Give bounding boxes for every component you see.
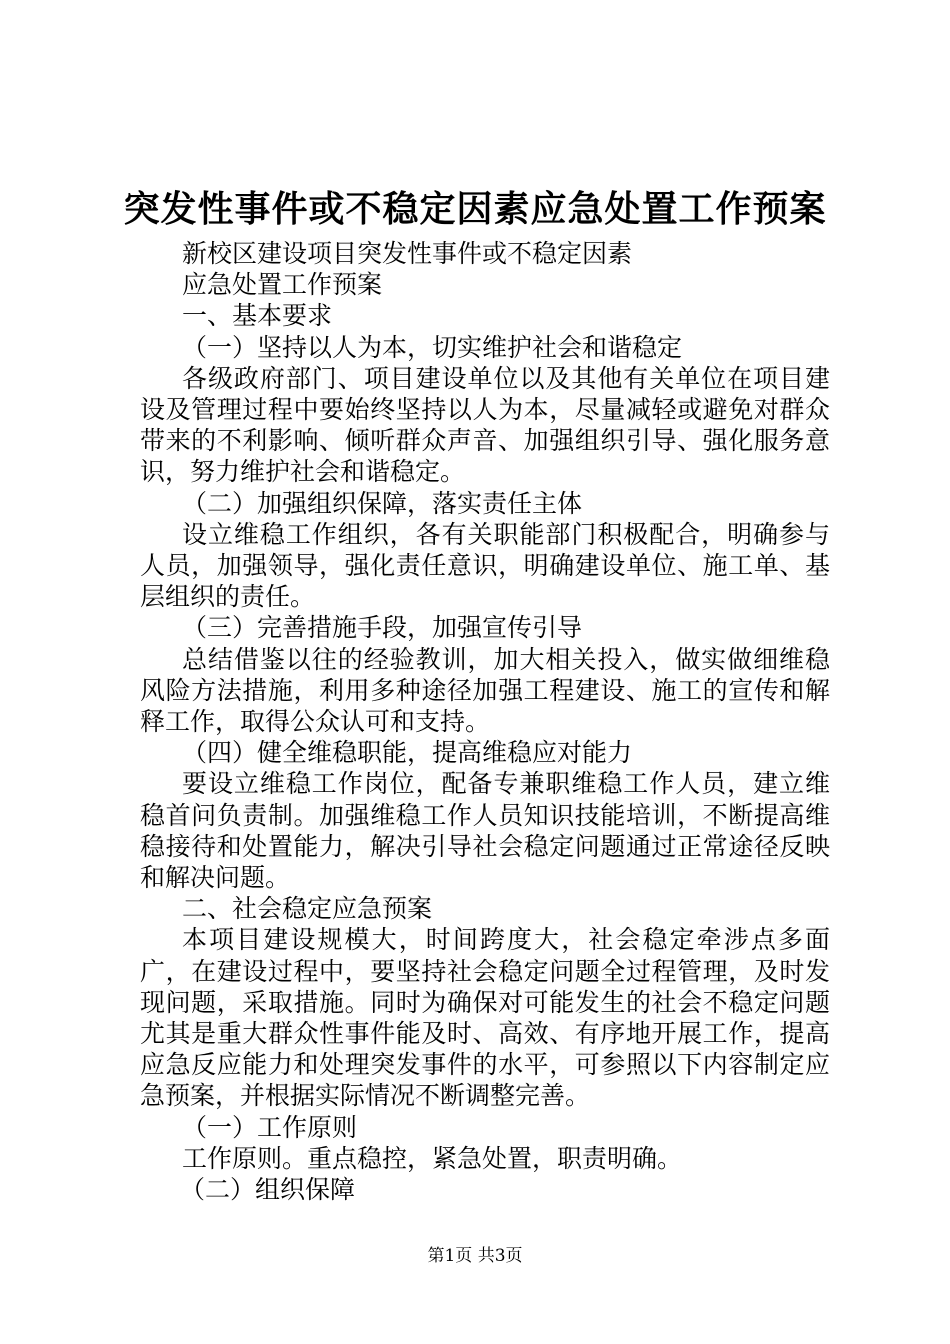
body-heading-line: 应急处置工作预案 bbox=[182, 270, 383, 300]
body-heading-line: （一）工作原则 bbox=[182, 1112, 358, 1142]
body-paragraph: 各级政府部门、项目建设单位以及其他有关单位在项目建设及管理过程中要始终坚持以人为本，尽量减轻或避免对群众带来的不利影响、倾听群众声音、加强组织引导、强化服务意识，努力维护社会和谐稳定。 bbox=[140, 363, 830, 487]
body-heading-line: 工作原则。重点稳控，紧急处置，职责明确。 bbox=[182, 1143, 683, 1173]
document-body bbox=[140, 238, 830, 1205]
body-paragraph: 总结借鉴以往的经验教训，加大相关投入，做实做细维稳风险方法措施，利用多种途径加强工程建设、施工的宣传和解释工作，取得公众认可和支持。 bbox=[140, 644, 830, 737]
body-heading-line: （一）坚持以人为本，切实维护社会和谐稳定 bbox=[182, 332, 683, 362]
body-paragraph: 设立维稳工作组织，各有关职能部门积极配合，明确参与人员，加强领导，强化责任意识，明确建设单位、施工单、基层组织的责任。 bbox=[140, 519, 830, 612]
body-heading-line: 新校区建设项目突发性事件或不稳定因素 bbox=[182, 239, 633, 268]
body-heading-line: 二、社会稳定应急预案 bbox=[182, 894, 433, 924]
page-footer: 第1页 共3页 bbox=[427, 1246, 523, 1266]
document-title: 突发性事件或不稳定因素应急处置工作预案 bbox=[123, 188, 827, 230]
body-heading-line: （二）加强组织保障，落实责任主体 bbox=[182, 488, 583, 518]
body-paragraph: 要设立维稳工作岗位，配备专兼职维稳工作人员，建立维稳首问负责制。加强维稳工作人员知识技能培训，不断提高维稳接待和处置能力，解决引导社会稳定问题通过正常途径反映和解决问题。 bbox=[140, 769, 830, 893]
body-heading-line: （二）组织保障 bbox=[180, 1175, 356, 1205]
body-paragraph: 本项目建设规模大，时间跨度大，社会稳定牵涉点多面广，在建设过程中，要坚持社会稳定问题全过程管理，及时发现问题，采取措施。同时为确保对可能发生的社会不稳定问题尤其是重大群众性事件能及时、高效、有序地开展工作，提高应急反应能力和处理突发事件的水平，可参照以下内容制定应急预案，并根据实际情况不断调整完善。 bbox=[140, 925, 830, 1111]
body-heading-line: 一、基本要求 bbox=[182, 301, 333, 331]
body-heading-line: （四）健全维稳职能，提高维稳应对能力 bbox=[182, 738, 633, 768]
body-heading-line: （三）完善措施手段，加强宣传引导 bbox=[182, 613, 583, 643]
